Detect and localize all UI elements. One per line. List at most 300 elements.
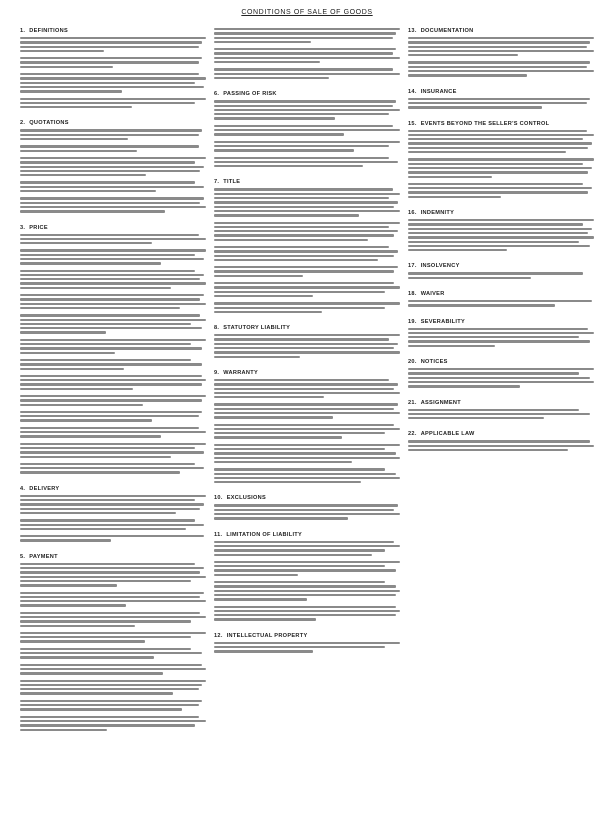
text-line [214,295,313,297]
text-line [214,286,400,288]
section-heading [214,370,400,376]
text-line [214,201,398,203]
paragraph [20,700,206,711]
text-line [214,477,400,479]
column-1 [20,28,206,743]
paragraph [408,300,594,307]
section-number: 17. [408,263,417,270]
text-line [20,66,113,68]
paragraph [214,125,400,136]
paragraph [408,130,594,154]
paragraph [20,98,206,109]
section [20,28,206,113]
text-line [20,680,206,682]
section [408,359,594,392]
text-line [214,412,400,414]
text-line [214,457,400,459]
text-line [20,471,180,473]
text-line [214,338,389,340]
text-line [408,385,520,387]
text-line [214,545,400,547]
text-line [20,419,152,421]
section-number: 4. [20,485,26,492]
section-number: 14. [408,88,417,95]
text-line [20,197,204,199]
section-title: TITLE [223,179,241,186]
text-line [408,106,542,108]
paragraph [20,632,206,643]
section-title: INDEMNITY [420,210,455,217]
text-line [20,668,206,670]
section-number: 11. [214,531,223,538]
paragraph [20,234,206,245]
text-line [408,413,590,415]
text-line [214,517,348,519]
text-line [214,452,396,454]
text-line [20,636,191,638]
text-line [214,133,344,135]
section-title: INTELLECTUAL PROPERTY [226,632,308,639]
paragraph [214,28,400,43]
text-line [408,130,587,132]
text-line [214,606,396,608]
text-line [214,52,393,54]
text-line [20,625,135,627]
text-line [20,512,176,514]
text-line [20,206,206,208]
text-line [214,246,389,248]
text-line [214,408,394,410]
text-line [20,404,143,406]
paragraph [20,294,206,309]
paragraph [20,519,206,530]
text-line [214,650,313,652]
text-line [20,61,199,63]
section [408,319,594,352]
paragraph [214,561,400,576]
text-line [408,37,594,39]
text-line [20,524,204,526]
text-line [214,129,400,131]
text-line [20,359,191,361]
text-line [20,57,202,59]
section-heading [408,400,594,406]
text-line [20,181,195,183]
section-title: NOTICES [420,359,448,366]
paragraph [20,157,206,176]
paragraph [20,249,206,264]
text-line [20,327,202,329]
text-line [20,102,195,104]
section-number: 2. [20,120,26,127]
section-number: 9. [214,369,220,376]
paragraph [20,270,206,289]
section [408,121,594,203]
section-number: 19. [408,318,417,325]
section-heading [408,263,594,269]
paragraph [408,158,594,177]
section-heading [408,28,594,34]
text-line [20,567,204,569]
text-line [20,508,200,510]
text-line [214,259,378,261]
text-line [214,165,363,167]
text-line [408,54,518,56]
section-number: 18. [408,290,417,297]
text-line [408,74,527,76]
text-line [214,581,385,583]
text-line [20,343,191,345]
paragraph [20,716,206,731]
text-line [20,323,191,325]
text-line [20,210,165,212]
paragraph [20,73,206,92]
text-line [214,77,329,79]
text-line [214,554,372,556]
section-title: WAIVER [420,290,445,297]
section [214,633,400,658]
section-heading [408,291,594,297]
text-line [214,379,389,381]
text-line [214,468,385,470]
paragraph [214,606,400,621]
text-line [214,230,398,232]
document-title: CONDITIONS OF SALE OF GOODS [241,9,373,16]
paragraph [20,395,206,406]
text-line [408,245,590,247]
text-line [20,331,106,333]
text-line [408,187,592,189]
section-title: INSURANCE [420,88,457,95]
text-line [20,98,206,100]
text-line [214,61,320,63]
text-line [408,163,583,165]
paragraph [408,61,594,76]
section-title: EVENTS BEYOND THE SELLER'S CONTROL [420,120,550,127]
text-line [408,61,590,63]
text-line [408,332,594,334]
text-line [20,652,202,654]
text-line [20,46,199,48]
text-line [20,656,154,658]
text-line [20,427,199,429]
text-line [20,431,206,433]
text-line [214,68,393,70]
text-line [214,347,394,349]
text-line [408,236,594,238]
section-number: 10. [214,495,223,502]
section [214,325,400,363]
section [408,400,594,425]
text-line [214,32,396,34]
text-line [408,138,583,140]
text-line [214,436,342,438]
section-heading [20,120,206,126]
text-line [20,495,206,497]
text-line [214,598,307,600]
text-line [20,138,128,140]
text-line [408,46,587,48]
section-number: 13. [408,28,417,34]
text-line [214,383,398,385]
paragraph [214,100,400,119]
paragraph [214,302,400,313]
section-title: SEVERABILITY [420,318,466,325]
section-title: QUOTATIONS [29,120,69,127]
text-line [214,509,394,511]
section-number: 16. [408,210,417,217]
text-line [408,70,594,72]
section [214,91,400,172]
text-line [20,150,137,152]
paragraph [20,612,206,627]
text-line [20,600,206,602]
section-number: 12. [214,632,223,639]
text-line [214,57,400,59]
text-line [214,197,389,199]
text-line [20,294,204,296]
section-heading [214,325,400,331]
paragraph [408,219,594,251]
paragraph [408,328,594,347]
text-line [408,134,594,136]
text-line [20,700,202,702]
paragraph [20,197,206,212]
section-heading [20,486,206,492]
text-line [214,37,393,39]
text-line [214,275,303,277]
text-line [20,604,126,606]
section-title: PAYMENT [29,553,58,560]
text-line [20,170,200,172]
text-line [214,311,322,313]
paragraph [214,246,400,261]
section-heading [214,91,400,97]
text-line [20,704,199,706]
text-line [20,447,195,449]
text-line [214,569,396,571]
text-line [20,576,206,578]
text-line [214,193,400,195]
text-line [20,106,132,108]
paragraph [214,266,400,277]
text-line [20,571,200,573]
text-line [408,449,568,451]
section-number: 22. [408,431,417,438]
text-line [214,239,368,241]
text-line [408,191,588,193]
section-heading [214,179,400,185]
text-line [408,300,592,302]
text-line [214,266,398,268]
paragraph [408,183,594,198]
section-heading [20,225,206,231]
paragraph [20,57,206,68]
section [214,495,400,524]
text-line [20,339,206,341]
text-line [20,688,199,690]
text-line [408,409,579,411]
text-line [214,424,394,426]
paragraph [20,495,206,514]
text-line [20,499,195,501]
text-line [20,242,152,244]
paragraph [408,37,594,56]
text-line [20,282,206,284]
text-line [408,440,590,442]
paragraph [214,581,400,600]
paragraph [20,314,206,333]
text-line [20,254,195,256]
text-line [214,618,316,620]
text-line [214,574,298,576]
section [408,28,594,82]
paragraph [20,181,206,192]
text-line [214,48,396,50]
section-title: PRICE [29,224,48,231]
paragraph [20,411,206,422]
text-line [20,640,145,642]
text-line [20,368,124,370]
section-title: LIMITATION OF LIABILITY [226,531,303,538]
section-heading [20,554,206,560]
section-heading [408,210,594,216]
section-heading [408,89,594,95]
text-line [408,232,588,234]
text-line [214,41,311,43]
text-line [214,334,400,336]
text-line [408,377,590,379]
text-line [20,258,204,260]
text-line [408,183,583,185]
text-line [214,109,400,111]
text-line [20,612,200,614]
text-line [20,620,191,622]
text-line [214,100,396,102]
text-line [214,473,396,475]
text-line [214,291,385,293]
text-line [408,241,579,243]
section-number: 5. [20,553,26,560]
text-line [408,272,583,274]
paragraph [408,368,594,387]
text-line [20,202,200,204]
text-line [408,368,594,370]
section-title: ASSIGNMENT [420,399,461,406]
text-line [20,161,195,163]
text-line [20,307,180,309]
text-line [20,616,206,618]
text-line [214,403,398,405]
section [20,225,206,479]
text-line [20,388,133,390]
text-line [20,37,206,39]
section [20,554,206,736]
paragraph [214,188,400,216]
text-line [20,145,199,147]
text-line [20,303,206,305]
text-line [408,176,492,178]
text-line [214,145,389,147]
text-line [20,298,200,300]
section-title: STATUTORY LIABILITY [223,325,291,332]
section [408,431,594,456]
text-line [408,147,588,149]
text-line [214,210,400,212]
text-line [20,399,202,401]
text-line [20,443,206,445]
text-line [408,223,583,225]
section-heading [408,121,594,127]
text-line [408,417,544,419]
text-line [20,435,161,437]
paragraph [214,282,400,297]
text-line [20,278,200,280]
text-line [214,549,385,551]
paragraph [214,141,400,152]
text-line [20,592,204,594]
paragraph [20,375,206,390]
section-title: DOCUMENTATION [420,28,474,34]
text-line [20,724,195,726]
text-line [214,28,400,30]
paragraph [20,443,206,458]
section [20,120,206,217]
text-line [20,519,195,521]
text-line [214,282,394,284]
text-line [20,563,195,565]
text-line [20,411,202,413]
text-line [20,596,200,598]
text-line [20,664,202,666]
section-heading [408,431,594,437]
text-line [214,646,385,648]
text-line [408,196,501,198]
text-line [20,274,204,276]
text-line [20,648,191,650]
text-line [408,228,592,230]
text-line [20,708,182,710]
text-line [214,392,400,394]
text-line [20,395,206,397]
text-line [408,50,594,52]
text-line [214,513,400,515]
paragraph [214,334,400,358]
paragraph [20,145,206,152]
text-line [214,356,300,358]
text-line [408,167,592,169]
paragraph [20,463,206,474]
text-line [214,214,359,216]
text-line [214,270,394,272]
paragraph [20,37,206,52]
paragraph [214,424,400,439]
text-line [408,151,566,153]
text-line [20,347,202,349]
text-line [20,50,104,52]
text-line [214,432,385,434]
text-line [20,234,199,236]
text-line [20,238,206,240]
text-line [20,379,206,381]
section-heading [408,319,594,325]
section-title: APPLICABLE LAW [420,431,475,438]
text-line [408,41,590,43]
text-line [20,528,186,530]
text-line [214,351,400,353]
paragraph [20,563,206,587]
text-line [20,415,199,417]
